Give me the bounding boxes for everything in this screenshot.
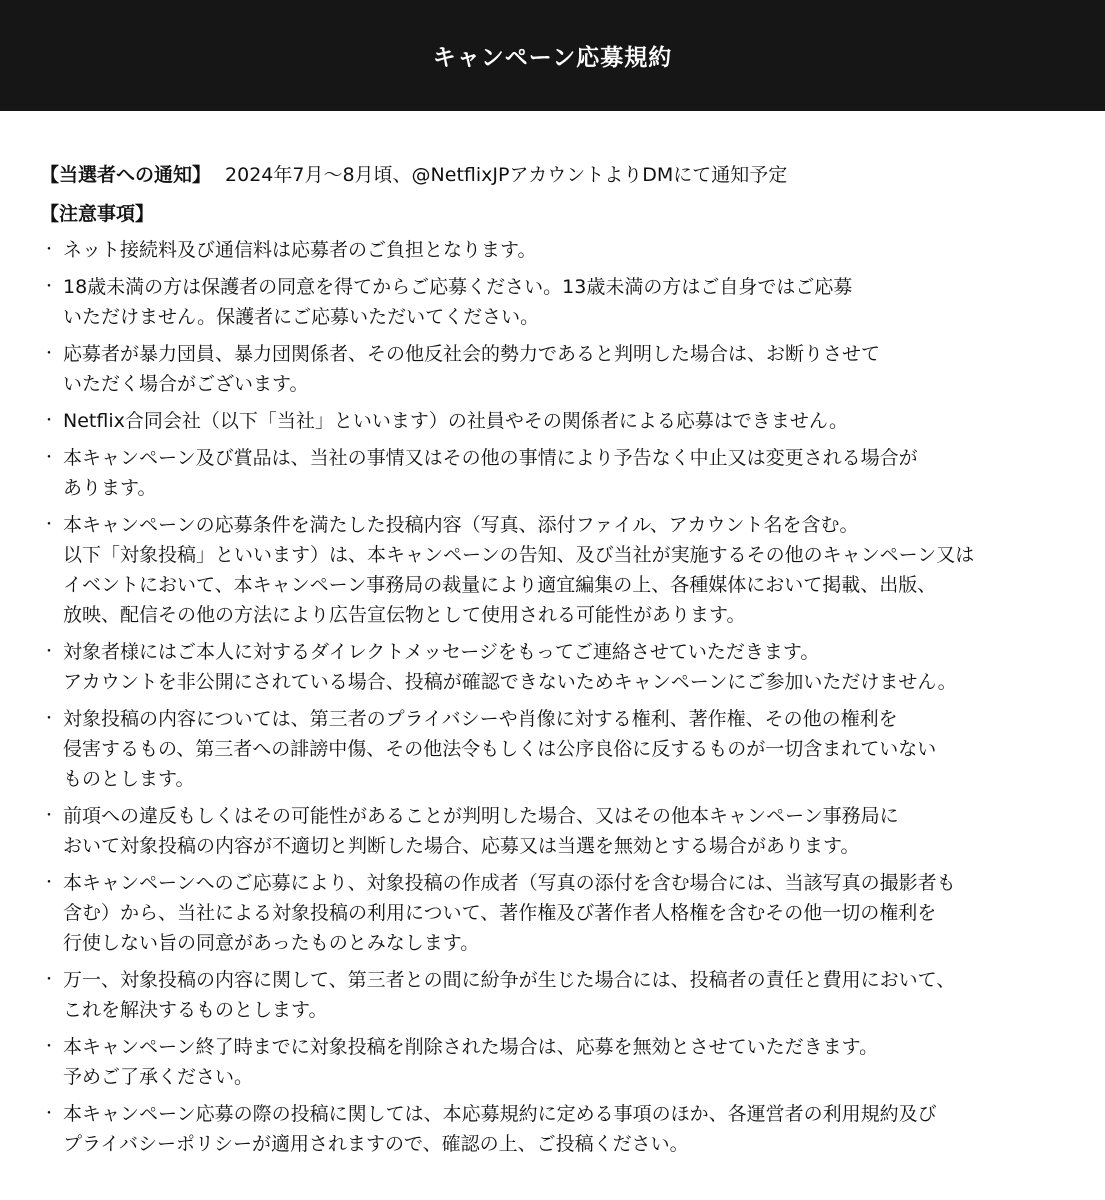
caution-list-item	[40, 1032, 1065, 1092]
caution-list-item	[40, 443, 1065, 503]
caution-text-line: 本キャンペーンへのご応募により、対象投稿の作成者（写真の添付を含む場合には、当該写真の撮影者も	[63, 872, 956, 894]
caution-text-line: Netflix合同会社（以下「当社」といいます）の社員やその関係者による応募はできません。	[63, 410, 848, 432]
cautions-heading: 【注意事項】	[40, 203, 155, 225]
caution-text-line: ネット接続料及び通信料は応募者のご負担となります。	[63, 239, 537, 261]
caution-text-line: これを解決するものとします。	[63, 999, 328, 1021]
page-header	[0, 0, 1105, 111]
bullet-icon: ・	[42, 972, 56, 988]
caution-list-item	[40, 272, 1065, 332]
caution-text-line: 本キャンペーンの応募条件を満たした投稿内容（写真、添付ファイル、アカウント名を含む。	[63, 514, 859, 536]
bullet-icon: ・	[42, 242, 56, 258]
caution-list-item	[40, 801, 1065, 861]
bullet-icon: ・	[42, 1106, 56, 1122]
caution-list-item	[40, 510, 1065, 630]
bullet-icon: ・	[42, 413, 56, 429]
bullet-icon: ・	[42, 711, 56, 727]
caution-list-item	[40, 965, 1065, 1025]
caution-text-line: アカウントを非公開にされている場合、投稿が確認できないためキャンペーンにご参加いただけません。	[63, 671, 957, 693]
caution-text-line: 対象投稿の内容については、第三者のプライバシーや肖像に対する権利、著作権、その他の権利を	[63, 708, 898, 730]
caution-text-line: 放映、配信その他の方法により広告宣伝物として使用される可能性があります。	[63, 604, 746, 626]
caution-text-line: ものとします。	[63, 768, 195, 790]
caution-text-line: 侵害するもの、第三者への誹謗中傷、その他法令もしくは公序良俗に反するものが一切含まれていない	[63, 738, 937, 760]
caution-text-line: 万一、対象投稿の内容に関して、第三者との間に紛争が生じた場合には、投稿者の責任と費用において、	[63, 969, 956, 991]
caution-list-item	[40, 339, 1065, 399]
caution-text-line: プライバシーポリシーが適用されますので、確認の上、ご投稿ください。	[63, 1133, 689, 1155]
caution-list-item	[40, 637, 1065, 697]
caution-text-line: 本キャンペーン及び賞品は、当社の事情又はその他の事情により予告なく中止又は変更される場合が	[63, 447, 918, 469]
winner-notice-text: 2024年7月〜8月頃、@NetflixJPアカウントよりDMにて通知予定	[225, 164, 788, 186]
page-title: キャンペーン応募規約	[432, 45, 673, 71]
caution-text-line: いただく場合がございます。	[63, 373, 309, 395]
bullet-icon: ・	[42, 517, 56, 533]
bullet-icon: ・	[42, 808, 56, 824]
caution-text-line: あります。	[63, 477, 157, 499]
bullet-icon: ・	[42, 1039, 56, 1055]
caution-list-item	[40, 704, 1065, 794]
caution-text-line: おいて対象投稿の内容が不適切と判断した場合、応募又は当選を無効とする場合があります。	[63, 835, 860, 857]
caution-text-line: 行使しない旨の同意があったものとみなします。	[63, 932, 480, 954]
caution-text-line: 本キャンペーン応募の際の投稿に関しては、本応募規約に定める事項のほか、各運営者の利用規約及び	[63, 1103, 937, 1125]
bullet-icon: ・	[42, 644, 56, 660]
caution-text-line: 前項への違反もしくはその可能性があることが判明した場合、又はその他本キャンペーン事務局に	[63, 805, 899, 827]
caution-text-line: 本キャンペーン終了時までに対象投稿を削除された場合は、応募を無効とさせていただきます。	[63, 1036, 879, 1058]
caution-text-line: 18歳未満の方は保護者の同意を得てからご応募ください。13歳未満の方はご自身ではご応募	[63, 276, 853, 298]
bullet-icon: ・	[42, 450, 56, 466]
caution-list-item	[40, 1099, 1065, 1159]
caution-text-line: 以下「対象投稿」といいます）は、本キャンペーンの告知、及び当社が実施するその他のキャンペーン又は	[63, 544, 975, 566]
caution-text-line: 含む）から、当社による対象投稿の利用について、著作権及び著作者人格権を含むその他一切の権利を	[63, 902, 937, 924]
caution-text-line: 応募者が暴力団員、暴力団関係者、その他反社会的勢力であると判明した場合は、お断りさせて	[63, 343, 881, 365]
caution-list-item	[40, 235, 1065, 265]
caution-list-item	[40, 868, 1065, 958]
winner-notice-label: 【当選者への通知】	[40, 164, 212, 186]
cautions-list	[40, 235, 1065, 1159]
terms-content	[0, 111, 1105, 1159]
caution-list-item	[40, 406, 1065, 436]
caution-text-line: イベントにおいて、本キャンペーン事務局の裁量により適宜編集の上、各種媒体において掲載、出版、	[63, 574, 937, 596]
caution-text-line: いただけません。保護者にご応募いただいてください。	[63, 306, 540, 328]
caution-text-line: 予めご了承ください。	[63, 1066, 254, 1088]
caution-text-line: 対象者様にはご本人に対するダイレクトメッセージをもってご連絡させていただきます。	[63, 641, 820, 663]
winner-notice	[40, 159, 1065, 192]
bullet-icon: ・	[42, 875, 56, 891]
bullet-icon: ・	[42, 346, 56, 362]
bullet-icon: ・	[42, 279, 56, 295]
